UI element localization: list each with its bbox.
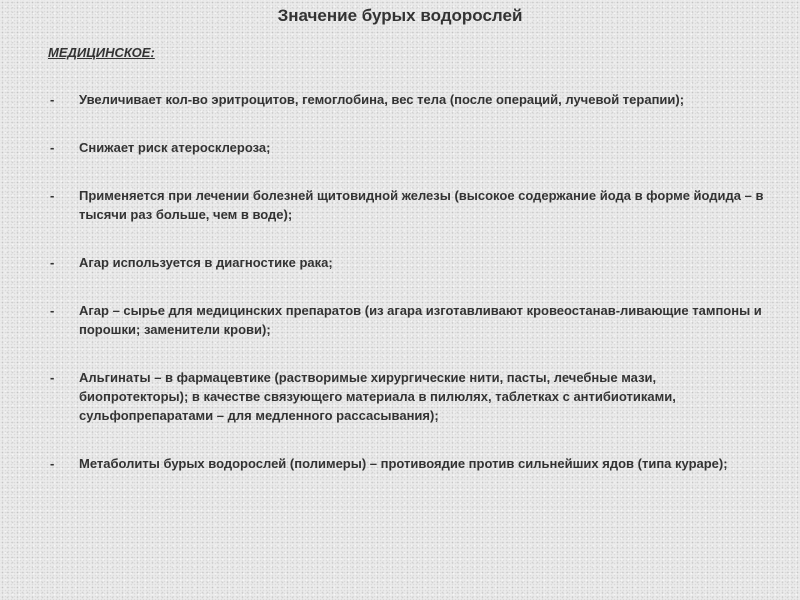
bullet-list	[50, 90, 765, 502]
list-item-text: Метаболиты бурых водорослей (полимеры) – противоядие против сильнейших ядов (типа кураре);	[79, 456, 728, 471]
bullet-dash: -	[50, 370, 55, 385]
list-item	[50, 186, 765, 224]
bullet-dash: -	[50, 92, 55, 107]
bullet-dash: -	[50, 303, 55, 318]
bullet-dash: -	[50, 140, 55, 155]
list-item-text: Увеличивает кол-во эритроцитов, гемоглобина, вес тела (после операций, лучевой терапии);	[79, 92, 685, 107]
list-item-text: Применяется при лечении болезней щитовидной железы (высокое содержание йода в форме йодида – в тысячи раз больше, чем в воде);	[79, 188, 764, 222]
list-item-text: Агар используется в диагностике рака;	[79, 255, 333, 270]
list-item	[50, 301, 765, 339]
bullet-dash: -	[50, 188, 55, 203]
list-item	[50, 253, 765, 272]
bullet-dash: -	[50, 255, 55, 270]
list-item-text: Агар – сырье для медицинских препаратов (из агара изготавливают кровеостанав-ливающие тампоны и порошки; заменители крови);	[79, 303, 762, 337]
list-item	[50, 90, 765, 109]
list-item	[50, 138, 765, 157]
slide-title: Значение бурых водорослей	[277, 6, 523, 25]
bullet-dash: -	[50, 456, 55, 471]
list-item-text: Снижает риск атеросклероза;	[79, 140, 271, 155]
list-item	[50, 454, 765, 473]
section-label: МЕДИЦИНСКОЕ:	[48, 45, 155, 60]
list-item	[50, 368, 765, 425]
list-item-text: Альгинаты – в фармацевтике (растворимые хирургические нити, пасты, лечебные мази, биопротекторы); в качестве связующего материала в пилюлях, таблетках с антибиотиками, сульфопрепаратами – для медленного рассасывания);	[79, 370, 676, 423]
